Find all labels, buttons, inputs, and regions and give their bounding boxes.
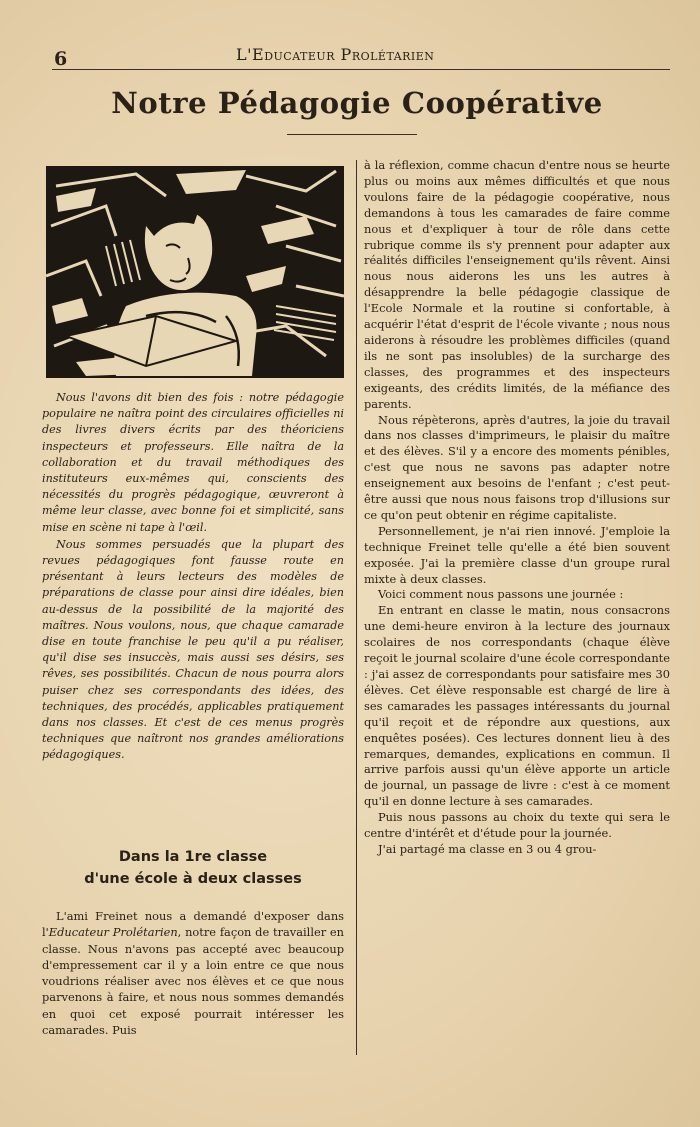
body-text: , notre façon de travailler en classe. Nous n'avons pas accepté avec beaucoup d'empressement car il y a loin entre ce que nous voudrions réaliser avec nos élèves et ce que nous parvenons à faire, et nous nous sommes demandés en quoi cet exposé pourrait intéresser les camarades. Puis <box>42 925 345 1038</box>
body-text: L'ami Freinet nous a demandé d'exposer dans l' <box>42 909 344 940</box>
journal-title: L'Educateur Prolétarien <box>236 45 435 64</box>
page-number: 6 <box>54 48 68 70</box>
intro-paragraph-1: Nous l'avons dit bien des fois : notre pédagogie populaire ne naîtra point des circulaires officielles ni des livres divers écrits par des théoriciens inspecteurs et professeurs. Elle naîtra de la collaboration et du travail méthodiques des instituteurs eux-mêmes qui, conscients des nécessités du progrès pédagogique, œuvreront à même leur classe, avec bonne foi et simplicité, sans mise en scène ni tape à l'œil. <box>42 391 344 534</box>
right-paragraph-1: à la réflexion, comme chacun d'entre nous se heurte plus ou moins aux mêmes difficultés et que nous voulons faire de la pédagogie coopérative, nous demandons à tous les camarades de faire comme nous et d'expliquer à tour de rôle dans cette rubrique comme ils s'y prennent pour adapter aux réalités difficiles l'enseignement qu'ils rêvent. Ainsi nous nous aiderons les uns les autres à désapprendre la belle pédagogie classique de l'Ecole Normale et la routine si confortable, à acquérir l'état d'esprit de l'école vivante ; nous nous aiderons à résoudre les problèmes difficiles (quand ils ne sont pas insolubles) de la surcharge des classes, des programmes et des inspecteurs exigeants, des crédits limités, de la méfiance des parents. <box>364 158 670 411</box>
intro-column <box>42 390 344 764</box>
header-rule <box>52 69 670 70</box>
column-divider <box>356 160 357 1055</box>
right-paragraph-5: En entrant en classe le matin, nous consacrons une demi-heure environ à la lecture des journaux scolaires de nos correspondants (chaque élève reçoit le journal scolaire d'une école correspondante : j'ai assez de correspondants pour satisfaire mes 30 élèves. Cet élève responsable est chargé de lire à ses camarades les passages intéressants du journal qu'il reçoit et de répondre aux questions, aux enquêtes posées). Ces lectures donnent lieu à des remarques, demandes, explications en commun. Il arrive parfois aussi qu'un élève apporte un article de journal, un passage de livre : c'est à ce moment qu'il en donne lecture à ses camarades. <box>364 603 670 809</box>
right-paragraph-7: J'ai partagé ma classe en 3 ou 4 grou- <box>378 841 597 856</box>
woodcut-reader-icon <box>46 166 344 378</box>
title-rule <box>287 134 417 135</box>
article-title: Notre Pédagogie Coopérative <box>111 86 603 120</box>
section-heading-line-2: d'une école à deux classes <box>84 871 302 887</box>
journal-name-italic: Educateur Prolétarien <box>48 925 178 940</box>
right-paragraph-4: Voici comment nous passons une journée : <box>378 587 624 602</box>
right-paragraph-3: Personnellement, je n'ai rien innové. J'emploie la technique Freinet telle qu'elle a été bien souvent exposée. J'ai la première classe d'un groupe rural mixte à deux classes. <box>364 523 670 586</box>
right-paragraph-6: Puis nous passons au choix du texte qui sera le centre d'intérêt et d'étude pour la journée. <box>364 810 670 841</box>
right-column <box>364 158 670 858</box>
section-heading <box>42 846 344 890</box>
right-paragraph-2: Nous répèterons, après d'autres, la joie du travail dans nos classes d'imprimeurs, le plaisir du maître et des élèves. S'il y a encore des moments pénibles, c'est que nous ne savons pas adapter notre enseignement aux besoins de l'enfant ; c'est peut-être aussi que nous nous faisons trop d'illusions sur ce qu'on peut obtenir en régime capitaliste. <box>364 412 670 522</box>
body-paragraph-freinet <box>42 908 344 1038</box>
woodcut-illustration <box>46 166 344 378</box>
intro-paragraph-2: Nous sommes persuadés que la plupart des revues pédagogiques font fausse route en présentant à leurs lecteurs des modèles de préparations de classe pour ainsi dire idéales, bien au-dessus de la possibilité de la majorité des maîtres. Nous voulons, nous, que chaque camarade dise en toute franchise le peu qu'il a pu réaliser, qu'il dise ses insuccès, mais aussi ses désirs, ses rêves, ses possibilités. Chacun de nous pourra alors puiser chez ses correspondants des idées, des techniques, des procédés, applicables pratiquement dans nos classes. Et c'est de ces menus progrès techniques que naîtront nos grandes améliorations pédagogiques. <box>42 537 344 762</box>
left-body-column <box>42 908 344 1038</box>
section-heading-line-1: Dans la 1re classe <box>118 849 268 865</box>
